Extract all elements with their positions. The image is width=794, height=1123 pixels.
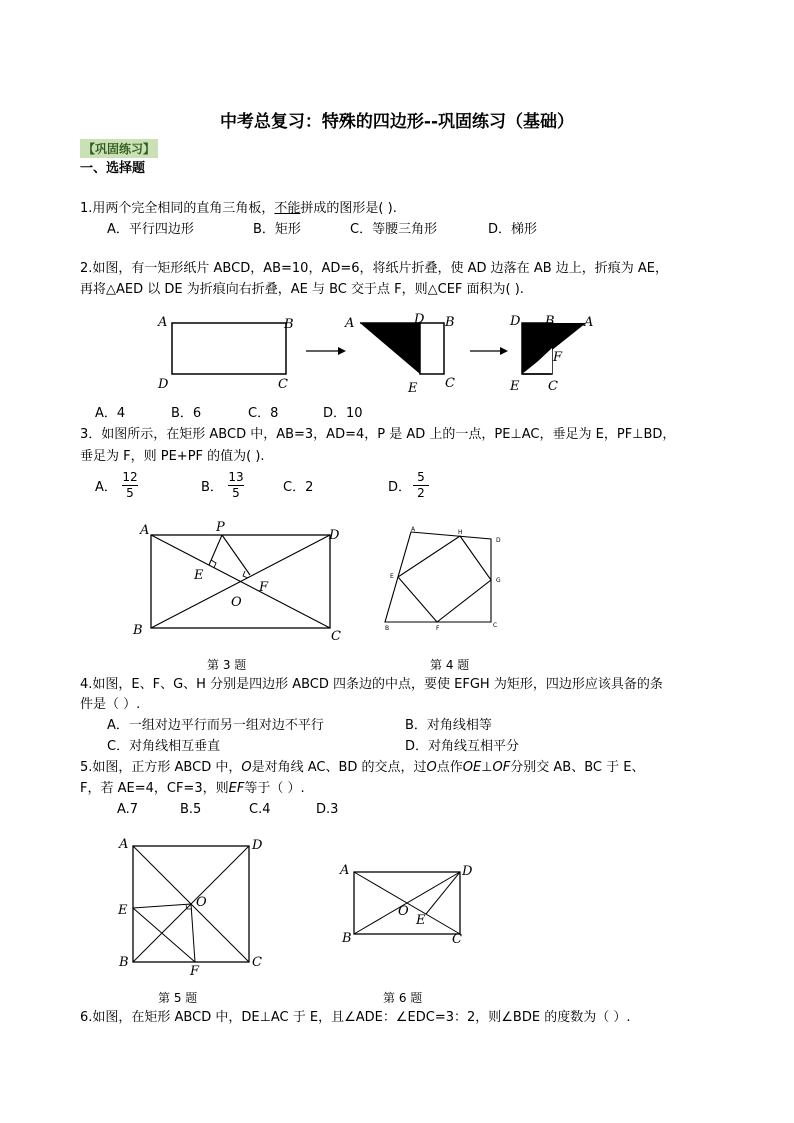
q2-r2-label-e: E [408,381,418,396]
q4-option-b: B．对角线相等 [405,718,492,733]
q3-line-1: 3．如图所示，在矩形 ABCD 中，AB=3，AD=4，P 是 AD 上的一点，PE⊥AC，垂足为 E，PF⊥BD， [80,427,676,442]
fig6-label-e: E [416,913,426,928]
q1-option-b: B．矩形 [253,222,301,237]
q1-option-d: D．梯形 [488,222,538,237]
q2-r1-label-a: A [158,315,168,330]
q3-option-b-fraction [228,470,244,501]
fig5-label-c: C [252,955,262,970]
q5-text-2a: F，若 AE=4，CF=3，则 [80,781,229,796]
fig4-label-h: H [458,529,463,536]
q4-option-a: A．一组对边平行而另一组对边不平行 [107,718,324,733]
q5-option-a: A.7 [117,802,139,817]
fig3-rectangle-diagram [130,518,350,643]
q3-option-a-label: A． [95,480,117,495]
q1-post: 拼成的图形是( ). [300,201,397,216]
q1-option-a: A．平行四边形 [107,222,194,237]
q3-option-a-fraction [122,470,138,501]
q2-r3-label-c: C [548,379,558,394]
q3-b-numerator: 13 [228,470,244,484]
q5-line-2 [80,781,305,797]
fig4-label-a: A [411,526,416,533]
q4-option-c: C．对角线相互垂直 [107,739,221,754]
fig6-segment-de [426,872,460,914]
fig5-segment-ef [133,908,195,962]
fig3-label-e: E [194,568,204,583]
q2-arrowhead-1 [338,347,346,355]
q1-underline: 不能 [274,201,301,216]
fig5-square-diagram [110,832,280,982]
fig3-segment-pe [209,535,222,565]
q2-option-a: A．4 [95,406,126,421]
q5-text-1b: 是对角线 AC、BD 的交点，过 [251,760,427,775]
fig4-label-f: F [436,625,440,632]
q1-pre: 1.用两个完全相同的直角三角板， [80,201,275,216]
q3-d-numerator: 5 [413,470,429,486]
fig4-label-d: D [496,537,501,544]
fig6-label-d: D [462,864,473,879]
q2-r2-label-b: B [445,315,455,330]
fig5-segment-oe [133,904,191,908]
q5-point-o-1: O [241,760,252,775]
q6-line-1: 6.如图，在矩形 ABCD 中，DE⊥AC 于 E，且∠ADE：∠EDC=3：2，则∠BDE 的度数为（ ）. [80,1010,631,1025]
q5-point-o-2: O [426,760,437,775]
fig3-label-d: D [329,528,340,543]
fig5-label-o: O [196,895,207,910]
fig4-quadrilateral-diagram [378,522,508,632]
q2-rect-2 [420,323,444,374]
fig5-label-b: B [119,955,129,970]
q4-option-d: D．对角线互相平分 [405,739,520,754]
q3-line-2: 垂足为 F，则 PE+PF 的值为( ). [80,449,265,464]
q5-text-1a: 5.如图，正方形 ABCD 中， [80,760,242,775]
page-title: 中考总复习：特殊的四边形--巩固练习（基础） [219,112,575,132]
fig3-label-b: B [133,623,143,638]
q2-figure [150,312,610,397]
q1-option-c: C．等腰三角形 [350,222,438,237]
q2-option-d: D．10 [323,406,363,421]
q2-line-2: 再将△AED 以 DE 为折痕向右折叠，AE 与 BC 交于点 F，则△CEF 面积为( ). [80,282,524,297]
fig3-label-p: P [216,520,225,535]
q2-r2-label-c: C [445,376,455,391]
q5-text-1c: 点作 [436,760,463,775]
q5-line-1 [80,760,644,776]
fig6-label-o: O [398,904,409,919]
q3-option-b-label: B． [201,480,223,495]
fig3-label-c: C [331,629,341,644]
fig5-label-f: F [190,964,200,979]
q5-segment-ef: EF [228,781,245,796]
fig4-quad-efgh [398,536,491,622]
q3-a-denominator: 5 [126,486,134,500]
q5-option-c: C.4 [249,802,271,817]
q3-option-d-fraction [413,470,429,501]
fig6-rectangle-diagram [335,858,475,948]
q3-option-d-label: D． [388,480,412,495]
fig4-label-c: C [493,622,498,629]
q3-b-denominator: 5 [232,486,240,500]
fig3-segment-pf [222,535,250,575]
q2-option-b: B．6 [171,406,202,421]
q2-r3-label-a: A [584,315,594,330]
q5-text-2b: 等于（ ）. [244,781,305,796]
q3-a-numerator: 12 [122,470,138,484]
fig5-label-a: A [119,837,129,852]
q2-arrowhead-2 [500,347,508,355]
section-heading: 一、选择题 [80,161,146,176]
fig4-quad-abcd [385,532,491,622]
fig6-label-b: B [342,931,352,946]
fig6-label-a: A [340,863,350,878]
q2-r1-label-b: B [284,317,294,332]
section-tag: 【巩固练习】 [80,139,158,158]
q2-r3-label-b: B [545,314,555,329]
fig3-caption: 第 3 题 [207,658,247,672]
q2-r2-label-a: A [345,316,355,331]
q2-line-1: 2.如图，有一矩形纸片 ABCD，AB=10，AD=6，将纸片折叠，使 AD 边落在 AB 边上，折痕为 AE， [80,261,669,276]
q3-d-denominator: 2 [417,486,425,500]
q2-folded-triangle [522,323,586,374]
fig6-caption: 第 6 题 [383,991,423,1005]
q2-r3-label-d: D [510,314,521,329]
fig4-label-g: G [496,577,501,584]
fig4-label-b: B [385,625,390,632]
fig4-caption: 第 4 题 [430,658,470,672]
q3-option-c: C．2 [283,480,314,495]
q2-r3-label-f: F [553,350,563,365]
fig6-label-c: C [452,932,462,947]
q2-option-c: C．8 [248,406,279,421]
fig3-label-a: A [140,523,150,538]
fig5-caption: 第 5 题 [158,991,198,1005]
fig3-label-o: O [231,595,242,610]
fig3-label-f: F [259,580,269,595]
fig4-label-e: E [390,573,394,580]
q5-text-1d: 分别交 AB、BC 于 E、 [510,760,645,775]
fig5-label-d: D [252,838,263,853]
q2-fold-triangle [360,323,420,374]
fig5-segment-of [191,904,195,962]
q4-line-2: 件是（ ）. [80,697,141,712]
q5-option-b: B.5 [180,802,202,817]
q5-option-d: D.3 [316,802,339,817]
q5-condition: OE⊥OF [462,760,511,775]
q4-line-1: 4.如图，E、F、G、H 分别是四边形 ABCD 四条边的中点，要使 EFGH 为矩形，四边形应该具备的条 [80,677,663,692]
q2-r1-label-c: C [278,377,288,392]
fig5-label-e: E [118,903,128,918]
q2-r3-label-e: E [510,379,520,394]
q2-r1-label-d: D [158,377,169,392]
q2-rect-1 [172,323,286,374]
question-1 [80,201,397,217]
q2-r2-label-d: D [414,312,425,327]
fig3-right-angle-f [243,571,248,578]
